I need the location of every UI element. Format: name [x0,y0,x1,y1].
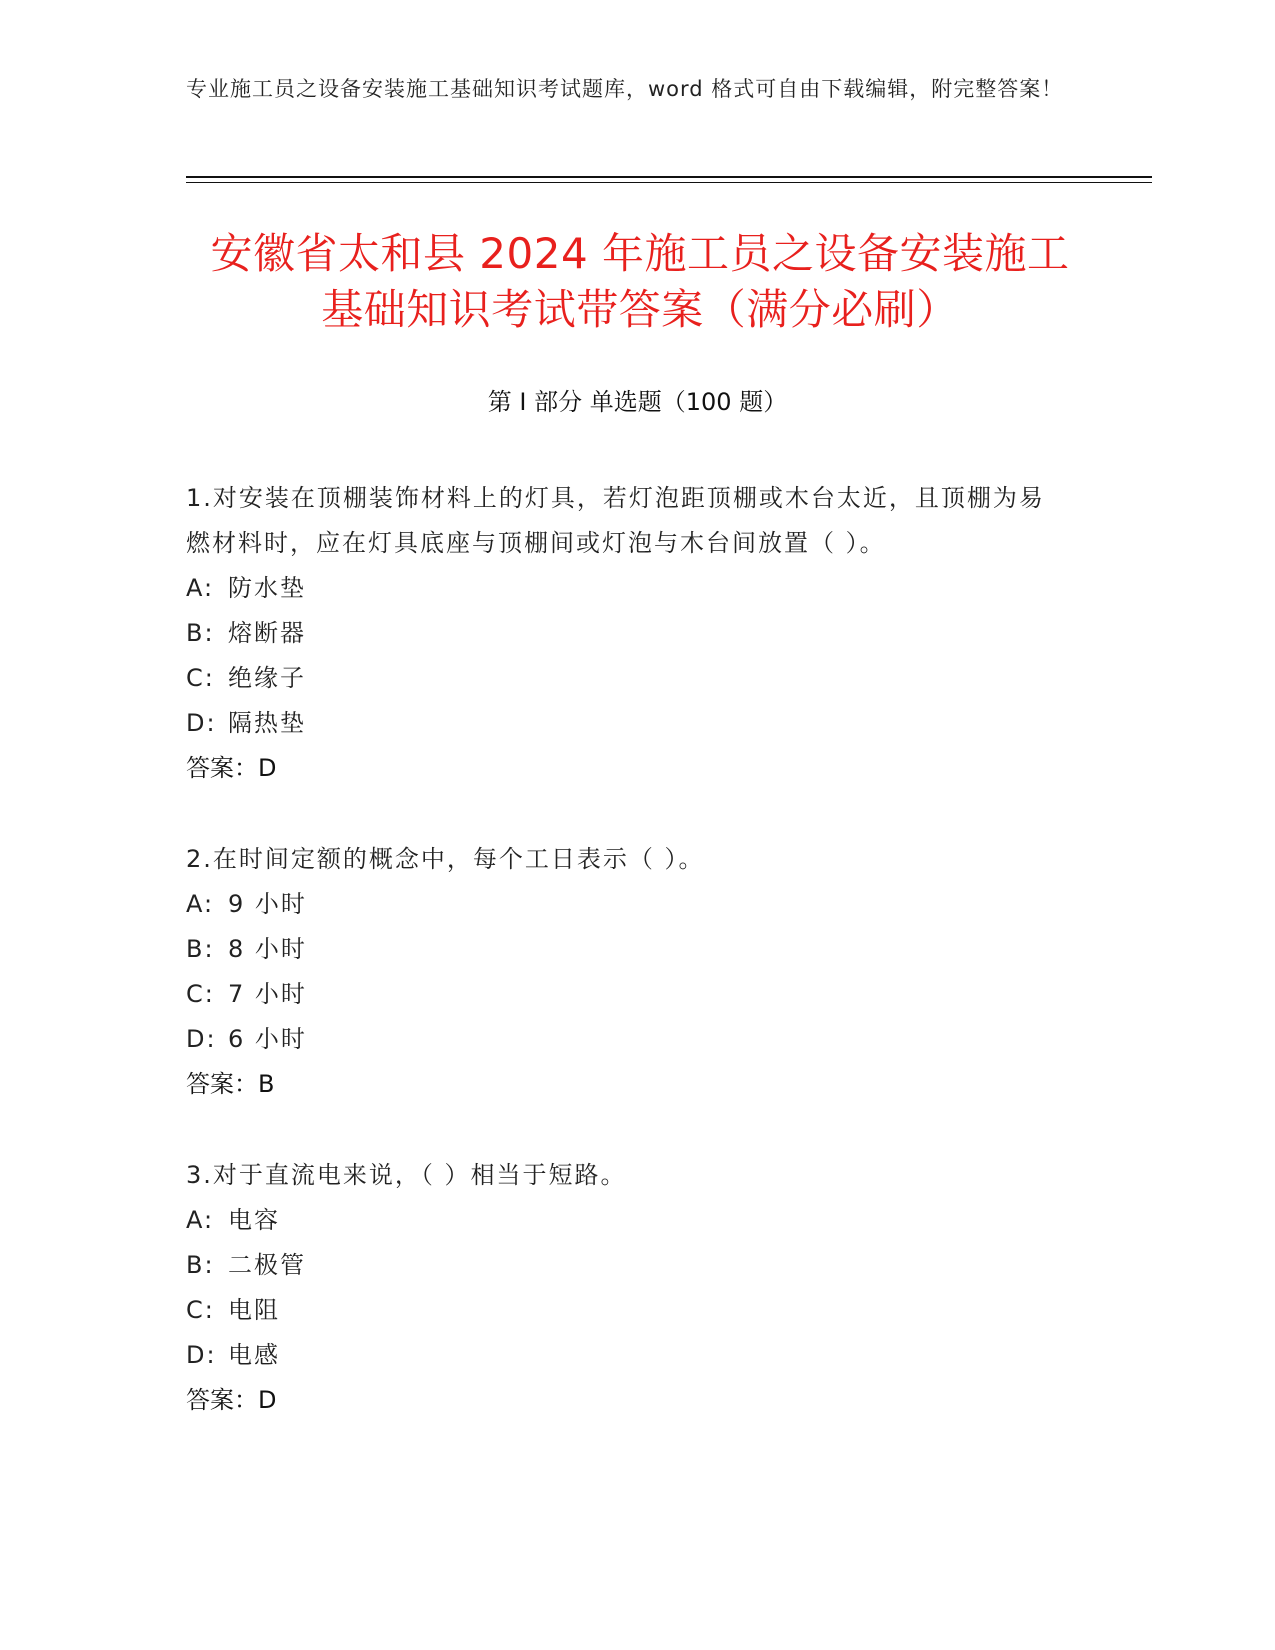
question-3 [186,1153,1066,1423]
option-text: 电感 [228,1341,280,1369]
option-text: 电阻 [228,1296,280,1324]
header-divider-thin [186,182,1152,183]
option-text: 防水垫 [228,574,306,602]
option-c [186,972,1066,1017]
option-key: A: [186,1206,215,1234]
document-title [150,226,1130,338]
question-stem: 2.在时间定额的概念中，每个工日表示（ ）。 [186,845,705,873]
question-list [186,476,1066,1469]
option-text: 隔热垫 [228,709,306,737]
option-c [186,1288,1066,1333]
question-1 [186,476,1066,791]
answer-line: 答案：B [186,1070,275,1098]
option-a [186,1198,1066,1243]
option-key: B: [186,619,215,647]
option-c [186,656,1066,701]
option-text: 7 小时 [228,980,307,1008]
option-text: 6 小时 [228,1025,307,1053]
option-text: 绝缘子 [228,664,306,692]
document-title-line-1: 安徽省太和县 2024 年施工员之设备安装施工 [210,229,1070,278]
option-text: 9 小时 [228,890,307,918]
option-key: B: [186,1251,215,1279]
option-a [186,566,1066,611]
option-key: D: [186,1025,217,1053]
option-key: A: [186,574,215,602]
option-b [186,927,1066,972]
option-d [186,1333,1066,1378]
option-key: D: [186,1341,217,1369]
option-a [186,882,1066,927]
answer-line: 答案：D [186,1386,277,1414]
question-stem: 3.对于直流电来说，（ ）相当于短路。 [186,1161,627,1189]
option-text: 电容 [228,1206,280,1234]
question-2 [186,837,1066,1107]
option-d [186,1017,1066,1062]
option-b [186,611,1066,656]
document-title-line-2: 基础知识考试带答案（满分必刷） [321,285,959,334]
option-d [186,701,1066,746]
option-key: A: [186,890,215,918]
question-stem: 1.对安装在顶棚装饰材料上的灯具，若灯泡距顶棚或木台太近，且顶棚为易燃材料时，应在灯具底座与顶棚间或灯泡与木台间放置（ ）。 [186,484,1045,557]
option-key: C: [186,980,215,1008]
section-title: 第 I 部分 单选题（100 题） [487,388,788,416]
option-key: C: [186,1296,215,1324]
option-key: C: [186,664,215,692]
header-note: 专业施工员之设备安装施工基础知识考试题库，word 格式可自由下载编辑，附完整答案！ [186,77,1064,101]
option-b [186,1243,1066,1288]
answer-line: 答案：D [186,754,277,782]
option-text: 熔断器 [228,619,306,647]
option-key: B: [186,935,215,963]
option-text: 8 小时 [228,935,307,963]
option-text: 二极管 [228,1251,306,1279]
header-divider-thick [186,176,1152,178]
option-key: D: [186,709,217,737]
